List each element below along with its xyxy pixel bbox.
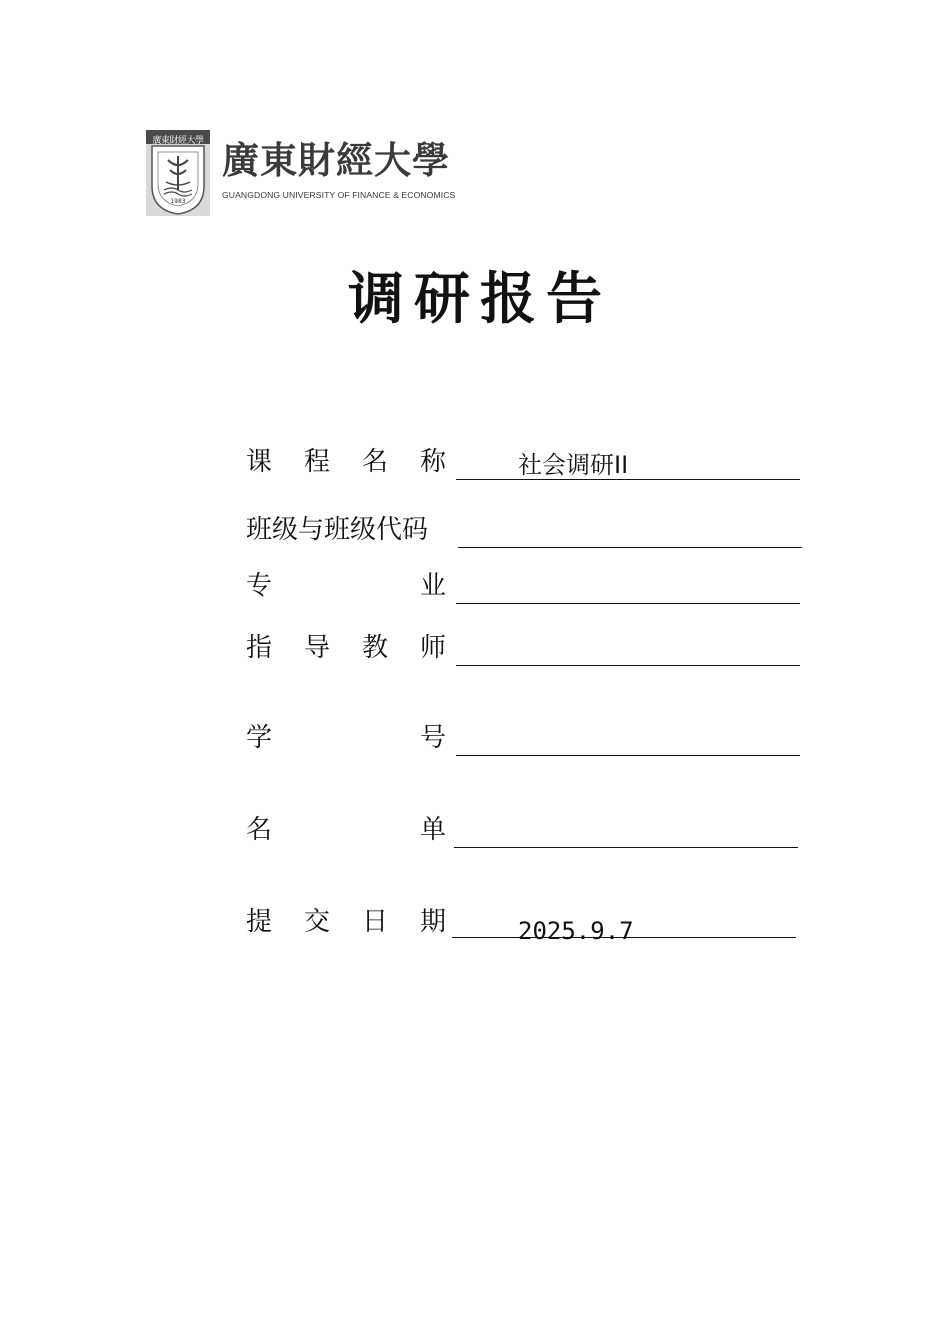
- university-name-cn: 廣東財經大學: [222, 138, 450, 182]
- advisor-input[interactable]: [456, 635, 800, 666]
- field-major: [246, 564, 802, 604]
- page-title: 调研报告: [348, 267, 612, 332]
- university-seal-icon: [146, 130, 210, 216]
- field-label: 名 单: [246, 815, 446, 845]
- field-label: 指 导 教 师: [246, 633, 446, 663]
- major-input[interactable]: [456, 573, 800, 604]
- field-student-id: [246, 716, 802, 756]
- field-course-name: [246, 440, 802, 480]
- university-name-en: GUANGDONG UNIVERSITY OF FINANCE & ECONOMICS: [222, 190, 456, 200]
- field-label: 专 业: [246, 571, 446, 601]
- field-label: 学 号: [246, 723, 446, 753]
- field-name-list: [246, 808, 800, 848]
- name-list-input[interactable]: [454, 817, 798, 848]
- field-advisor: [246, 626, 802, 666]
- seal-year: 1983: [170, 198, 186, 205]
- class-code-input[interactable]: [458, 517, 802, 548]
- submit-date-value: 2025.9.7: [518, 917, 634, 945]
- field-class-code: [246, 508, 804, 548]
- field-label: 班级与班级代码: [246, 515, 429, 545]
- field-label: 课 程 名 称: [246, 447, 446, 477]
- seal-top-text: 廣東財經大學: [152, 136, 204, 146]
- field-label: 提 交 日 期: [246, 907, 446, 937]
- course-name-value: 社会调研II: [518, 451, 629, 479]
- university-logo: [146, 130, 476, 220]
- field-submit-date: [246, 900, 798, 945]
- student-id-input[interactable]: [456, 725, 800, 756]
